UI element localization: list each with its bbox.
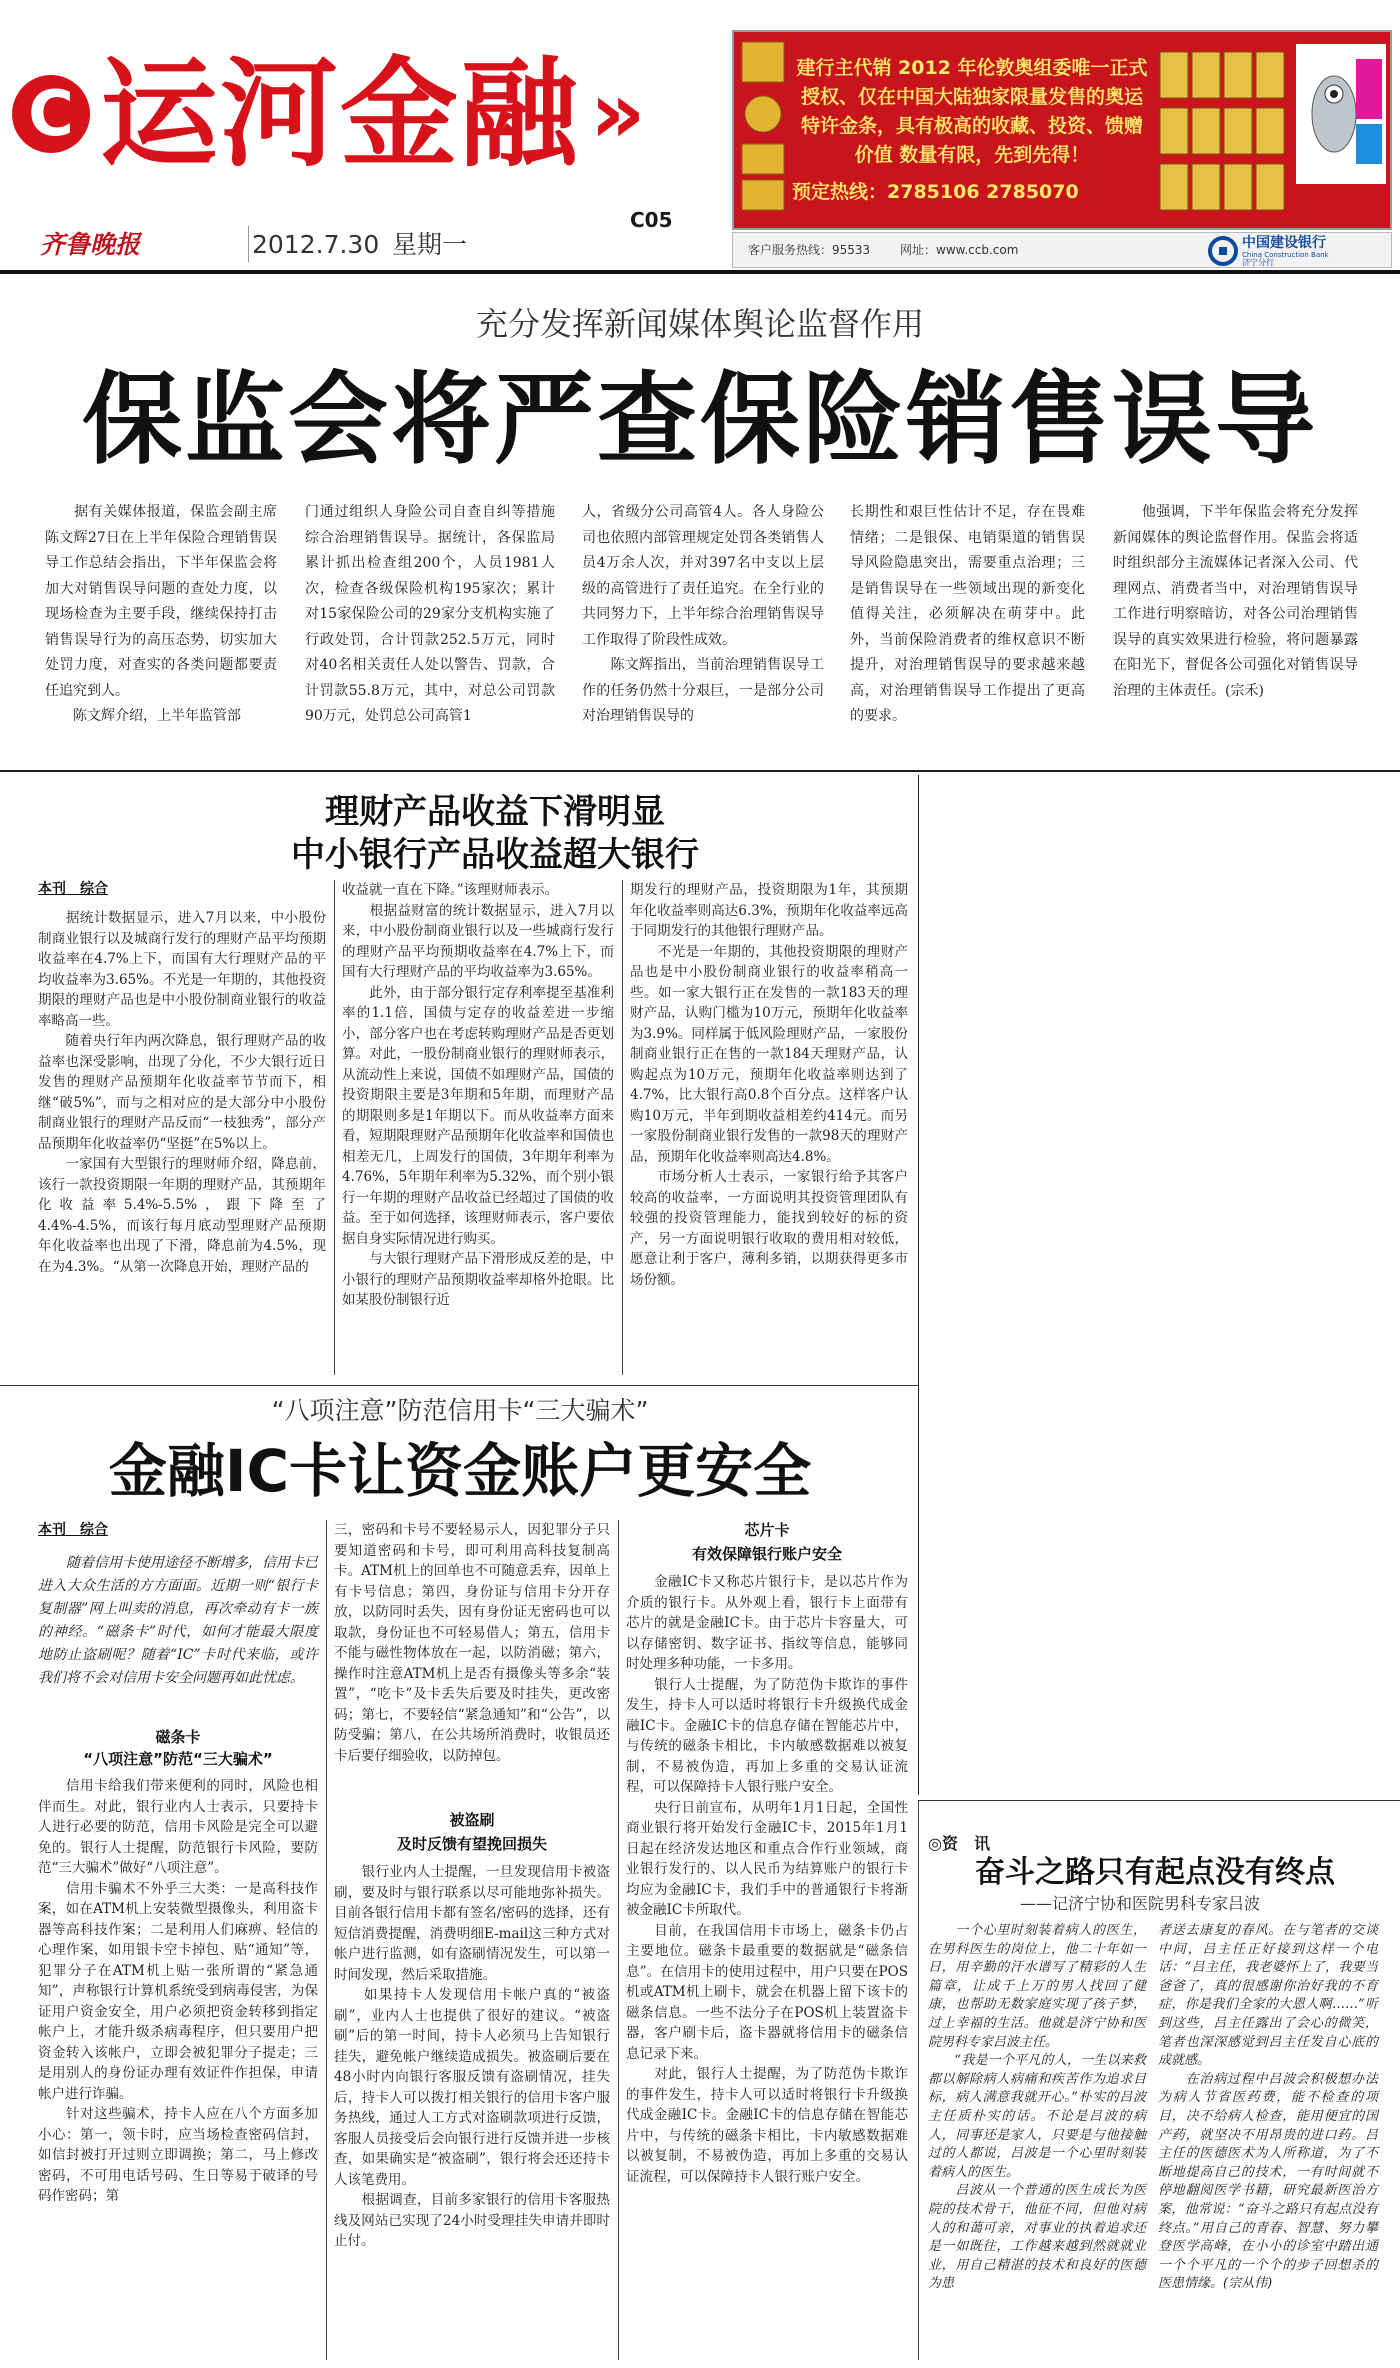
column-divider <box>334 880 335 1375</box>
olympic-mascot-icon <box>1296 44 1386 184</box>
issue-weekday: 星期一 <box>392 230 468 259</box>
issue-date: 2012.7.30 <box>252 230 380 259</box>
article1-column-1: 据有关媒体报道，保监会副主席陈文辉27日在上半年保险合理销售误导工作总结会指出，下半年保监会将加大对销售误导问题的查处力度，以现场检查为主要手段，继续保持打击销售误导行为的高压态势，切实加大处罚力度，对查实的各类问题都要责任追究到人。 陈文辉介绍，上半年监管部 <box>45 504 277 724</box>
sidebar-subheadline: ——记济宁协和医院男科专家吕波 <box>1020 1894 1261 1913</box>
column-divider <box>618 1520 619 2360</box>
article3-column-2-top: 三，密码和卡号不要轻易示人，因犯罪分子只要知道密码和卡号，即可利用高科技复制高卡。ATM机上的回单也不可随意丢弃，因单上有卡号信息；第四，身份证与信用卡分开存放，以防同时丢失，因有身份证无密码也可以取款，身份证也不可轻易借人；第五，信用卡不能与磁性物体放在一起，以防消磁；第六，操作时注意ATM机上是否有摄像头等多余“装置”，“吃卡”及卡丢失后要及时挂失，更改密码；第七，不要轻信“紧急通知”和“公告”，以防受骗；第八，在公共场所消费时，收银员还卡后要仔细验收，以防掉包。 <box>334 1522 610 1764</box>
newspaper-name: 齐鲁晚报 <box>40 230 141 259</box>
sidebar-headline: 奋斗之路只有起点没有终点 <box>975 1855 1335 1890</box>
article3-subhead-chip: 芯片卡 <box>744 1521 790 1539</box>
article1-headline: 保监会将严查保险销售误导 <box>82 361 1318 478</box>
article3-subhead-fraud: 被盗刷 <box>449 1811 495 1829</box>
article1-kicker: 充分发挥新闻媒体舆论监督作用 <box>475 305 924 343</box>
article2-headline-line2: 中小银行产品收益超大银行 <box>291 835 699 875</box>
bank-branch: 济宁分行 <box>1242 258 1274 267</box>
article1-column-4: 长期性和艰巨性估计不足，存在畏难情绪；二是银保、电销渠道的销售误导风险隐患突出，需要重点治理；三是销售误导在一些领域出现的新变化值得关注，必须解决在萌芽中。此外，当前保险消费者的维权意识不断提升，对治理销售误导的要求越来越高，对治理销售误导工作提出了更高的要求。 <box>850 504 1085 724</box>
section-divider <box>918 775 919 1795</box>
ad-website[interactable]: 网址：www.ccb.com <box>900 243 1019 257</box>
article2-byline: 本刊 综合 <box>38 881 108 897</box>
article3-column-2: 银行业内人士提醒，一旦发现信用卡被盗刷，要及时与银行联系以尽可能地弥补损失。目前各银行信用卡都有签名/密码的选择，还有短信消费提醒，消费明细E-mail这三种方式对帐户进行监测，如有盗刷情况发生，可以第一时间发现，然后采取措施。 如果持卡人发现信用卡帐户真的“被盗刷”，业内人士也提供了很好的建议。“被盗刷”后的第一时间，持卡人必须马上告知银行挂失，避免帐户继续造成损失。被盗刷后要在48小时内向银行客服反馈有盗刷情况，挂失后，持卡人可以拨打相关银行的信用卡客户服务热线，通过人工方式对盗刷款项进行反馈，客服人员接受后会向银行进行反馈并进一步核查，如果确实是“被盗刷”，银行将会还还持卡人该笔费用。 根据调查，目前多家银行的信用卡客服热线及网站已实现了24小时受理挂失申请并即时止付。 <box>334 1864 610 2249</box>
ccb-logo-icon <box>1208 236 1238 266</box>
article2-bottom-rule <box>0 1385 918 1386</box>
article3-subhead-chip-deck: 有效保障银行账户安全 <box>691 1545 842 1563</box>
sidebar-section-label: ◎资 讯 <box>928 1834 990 1853</box>
gold-bars-icon <box>1158 50 1288 215</box>
article3-column-1: 信用卡给我们带来便利的同时，风险也相伴而生。对此，银行业内人士表示，只要持卡人进行必要的防范，信用卡风险是完全可以避免的。银行人士提醒，防范银行卡风险，要防范“三大骗术”做好“八项注意”。 信用卡骗术不外乎三大类：一是高科技作案，如在ATM机上安装微型摄像头，利用盗卡器等高科技作案；二是利用人们麻痹、轻信的心理作案，如用银卡空卡掉包、贴“通知”等，犯罪分子在ATM机上贴一张所谓的“紧急通知”，声称银行计算机系统受到病毒侵害，为保证用户资金安全，用户必须把资金转移到指定帐户上，才能升级杀病毒程序，但只要用户把资金转入该帐户，立即会被犯罪分子提走；三是用别人的身份证办理有效证件作担保，申请帐户进行诈骗。 针对这些骗术，持卡人应在八个方面多加小心：第一，领卡时，应当场检查密码信封，如信封被打开过则立即调换；第二，马上修改密码，不可用电话号码、生日等易于破译的号码作密码；第 <box>38 1778 318 2204</box>
sidebar-column-1: 一个心里时刻装着病人的医生，在男科医生的岗位上，他二十年如一日，用辛勤的汗水谱写了精彩的人生篇章，让成千上万的男人找回了健康，也帮助无数家庭实现了孩子梦，过上幸福的生活。他就是济宁协和医院男科专家吕波主任。 “我是一个平凡的人，一生以来救都以解除病人病痛和疾苦作为追求目标，病人满意我就开心。”朴实的吕波主任质朴实的话。不论是吕波的病人，同事还是家人，只要是与他接触过的人都说，吕波是一个心里时刻装着病人的医生。 吕波从一个普通的医生成长为医院的技术骨干，他征不同，但他对病人的和蔼可亲，对事业的执着追求还是一如既往，工作越来越到然就就业业，用自己精湛的技术和良好的医德为患 <box>928 1923 1146 2292</box>
sidebar-top-rule <box>918 1800 1400 1801</box>
ad-text: 建行主代销 2012 年伦敦奥组委唯一正式授权、仅在中国大陆独家限量发售的奥运特许金条，具有极高的收藏、投资、馈赠价值 数量有限，先到先得！ <box>796 57 1148 166</box>
sidebar-column-2: 者送去康复的春风。在与笔者的交谈中间，吕主任正好接到这样一个电话：“吕主任，我老婆怀上了，我要当爸爸了，真的很感谢你治好我的不育症，你是我们全家的大恩人啊……”听到这些，吕主任露出了会心的微笑，笔者也深深感觉到吕主任发自心底的成就感。 在治病过程中吕波会积极想办法为病人节省医药费，能不检查的项目，决不给病人检查，能用便宜的国产药，就坚决不用昂贵的进口药。吕主任的医德医术为人所称道，为了不断地提高自己的技术，一有时间就不停地翻阅医学书籍，研究最新医治方案，他常说：“奋斗之路只有起点没有终点。”用自己的青春、智慧、努力攀登医学高峰，在小小的诊室中踏出通一个个平凡的一个个的步子回想杀的医患情缘。(宗从伟) <box>1158 1923 1378 2292</box>
article2-column-2: 收益就一直在下降。”该理财师表示。 根据益财富的统计数据显示，进入7月以来，中小股份制商业银行以及一些城商行发行的理财产品平均预期收益率在4.7%上下，而国有大行理财产品的平均收益率为3.65%。 此外，由于部分银行定存利率提至基准利率的1.1倍，国债与定存的收益差进一步缩小，部分客户也在考虑转购理财产品是否更划算。对此，一股份制商业银行的理财师表示，从流动性上来说，国债不如理财产品，国债的投资期限主要是3年期和5年期，而理财产品的期限则多是1年期以下。而从收益率方面来看，短期限理财产品预期年化收益率和国债也相差无几，上周发行的国债，3年期年利率为4.76%，5年期年利率为5.32%，而个别小银行一年期的理财产品收益已经超过了国债的收益。至于如何选择，该理财师表示，客户要依据自身实际情况进行购买。 与大银行理财产品下滑形成反差的是，中小银行的理财产品预期收益率却格外抢眼。比如某股份制银行近 <box>342 882 614 1308</box>
article1-column-5: 他强调，下半年保监会将充分发挥新闻媒体的舆论监督作用。保监会将适时组织部分主流媒体记者深入公司、代理网点、消费者当中，对治理销售误导工作进行明察暗访，对各公司治理销售误导的真实效果进行检验，将问题暴露在阳光下，督促各公司强化对销售误导治理的主体责任。(宗禾) <box>1113 504 1358 699</box>
article2-column-1: 据统计数据显示，进入7月以来，中小股份制商业银行以及城商行发行的理财产品平均预期收益率在4.7%上下，而国有大行理财产品的平均收益率为3.65%。不光是一年期的，其他投资期限的理财产品也是中小股份制商业银行的收益率略高一些。 随着央行年内两次降息，银行理财产品的收益率也深受影响，出现了分化，不少大银行近日发售的理财产品预期年化收益率节节而下，相继“破5%”，而与之相对应的是大部分中小股份制商业银行的理财产品反而“一枝独秀”，部分产品预期年化收益率仍“坚挺”在5%以上。 一家国有大型银行的理财师介绍，降息前，该行一款投资期限一年期的理财产品，其预期年化收益率5.4%-5.5%，跟下降至了4.4%-4.5%，而该行每月底动型理财产品预期年化收益率也出现了下滑，降息前为4.5%，现在为4.3%。“从第一次降息开始，理财产品的 <box>38 910 326 1275</box>
bank-name: 中国建设银行 <box>1242 235 1326 251</box>
article3-subhead-fraud-deck: 及时反馈有望挽回损失 <box>396 1835 547 1853</box>
section-title: 运河金融 <box>100 45 581 183</box>
article1-column-2: 门通过组织人身险公司自查自纠等措施综合治理销售误导。据统计，各保监局累计抓出检查组200个，人员1981人次，检查各级保险机构195家次；累计对15家保险公司的29家分支机构实施了行政处罚，合计罚款252.5万元，同时对40名相关责任人处以警告、罚款，合计罚款55.8万元，其中，对总公司罚款90万元，处罚总公司高管1 <box>305 504 555 724</box>
article1-column-3: 人，省级分公司高管4人。各人身险公司也依照内部管理规定处罚各类销售人员4万余人次，并对397名中支以上层级的高管进行了责任追究。在全行业的共同努力下，上半年综合治理销售误导工作取得了阶段性成效。 陈文辉指出，当前治理销售误导工作的任务仍然十分艰巨，一是部分公司对治理销售误导的 <box>582 504 824 724</box>
masthead-arrow-icon: » <box>590 63 646 163</box>
article3-subhead-magstripe: 磁条卡 <box>155 1728 201 1746</box>
section-badge: C <box>12 75 90 153</box>
column-divider <box>326 1520 327 2360</box>
article3-subhead-magstripe-deck: “八项注意”防范“三大骗术” <box>83 1750 273 1768</box>
article1-bottom-rule <box>0 770 1400 772</box>
article3-headline: 金融IC卡让资金账户更安全 <box>108 1437 812 1505</box>
column-divider <box>622 880 623 1375</box>
ad-hotline: 预定热线：2785106 2785070 <box>792 181 1079 203</box>
article2-column-3: 期发行的理财产品，投资期限为1年，其预期年化收益率则高达6.3%，预期年化收益率远高于同期发行的其他银行理财产品。 不光是一年期的，其他投资期限的理财产品也是中小股份制商业银行的收益率稍高一些。如一家大银行正在发售的一款183天的理财产品，认购门槛为10万元，预期年化收益率为3.9%。同样属于低风险理财产品，一家股份制商业银行正在售的一款184天理财产品，认购起点为10万元，预期年化收益率则达到了4.7%，比大银行高0.8个百分点。这样客户认购10万元，半年到期收益相差约414元。而另一家股份制商业银行发售的一款98天的理财产品，预期年化收益率则高达4.8%。 市场分析人士表示，一家银行给予其客户较高的收益率，一方面说明其投资管理团队有较强的投资管理能力，能找到较好的标的资产，另一方面说明银行收取的费用相对较低，愿意让利于客户，薄利多销，以期获得更多市场份额。 <box>630 882 908 1288</box>
article3-lead: 随着信用卡使用途径不断增多，信用卡已进入大众生活的方方面面。近期一则“银行卡复制器”网上叫卖的消息，再次牵动有卡一族的神经。“磁条卡”时代，如何才能最大限度地防止盗刷呢？随着“IC”卡时代来临，或许我们将不会对信用卡安全问题再如此忧虑。 <box>38 1555 318 1686</box>
bank-name-english: China Construction Bank <box>1242 251 1329 259</box>
article3-kicker: “八项注意”防范信用卡“三大骗术” <box>271 1396 649 1425</box>
masthead-divider <box>248 226 249 262</box>
gold-coins-icon <box>738 36 788 216</box>
page-number: C05 <box>630 208 673 232</box>
article3-byline: 本刊 综合 <box>38 1522 108 1538</box>
masthead-rule <box>0 270 1400 274</box>
sidebar-divider <box>918 1800 919 2360</box>
ad-service-hotline: 客户服务热线：95533 <box>748 243 871 257</box>
article3-column-3: 金融IC卡又称芯片银行卡，是以芯片作为介质的银行卡。从外观上看，银行卡上面带有芯片的就是金融IC卡。由于芯片卡容量大，可以存储密钥、数字证书、指纹等信息，能够同时处理多种功能，一卡多用。 银行人士提醒，为了防范伪卡欺诈的事件发生，持卡人可以适时将银行卡升级换代成金融IC卡。金融IC卡的信息存储在智能芯片中，与传统的磁条卡相比，卡内敏感数据难以被复制，不易被伪造，再加上多重的交易认证流程，可以保障持卡人银行账户安全。 央行日前宣布，从明年1月1日起，全国性商业银行将开始发行金融IC卡，2015年1月1日起在经济发达地区和重点合作行业领域，商业银行发行的、以人民币为结算账户的银行卡均应为金融IC卡，我们手中的普通银行卡将渐被金融IC卡所取代。 目前，在我国信用卡市场上，磁条卡仍占主要地位。磁条卡最重要的数据就是“磁条信息”。在信用卡的使用过程中，用户只要在POS机或ATM机上刷卡，就会在机器上留下该卡的磁条信息。一些不法分子在POS机上装置盗卡器，客户刷卡后，盗卡器就将信用卡的磁条信息记录下来。 对此，银行人士提醒，为了防范伪卡欺诈的事件发生，持卡人可以适时将银行卡升级换代成金融IC卡。金融IC卡的信息存储在智能芯片中，与传统的磁条卡相比，卡内敏感数据难以被复制，不易被伪造，再加上多重的交易认证流程，可以保障持卡人银行账户安全。 <box>626 1574 908 2185</box>
article2-headline-line1: 理财产品收益下滑明显 <box>325 792 665 832</box>
